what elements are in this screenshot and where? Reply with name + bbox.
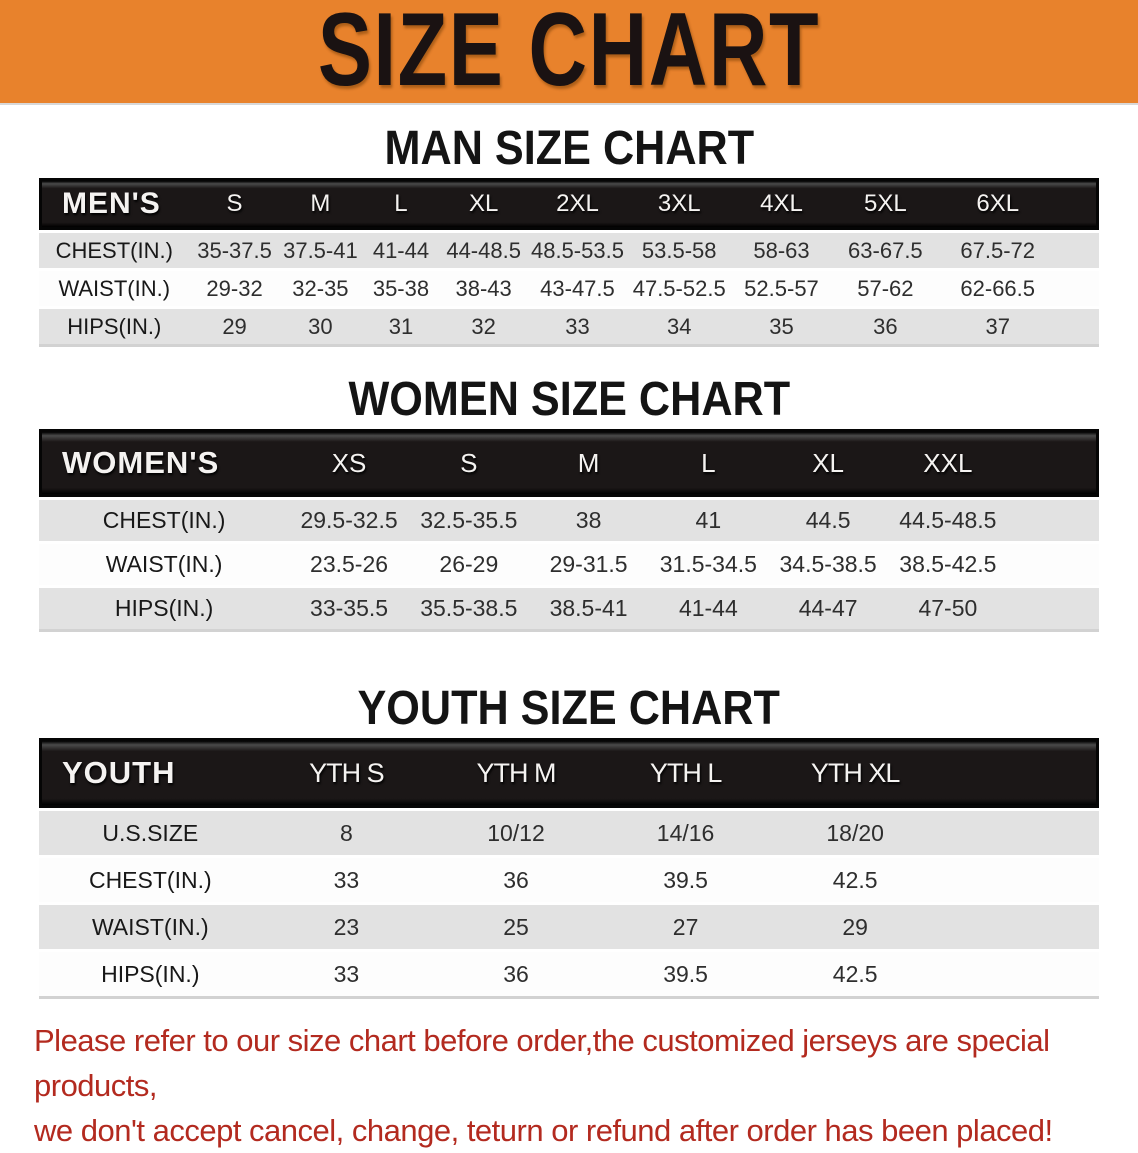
measurement-value: 35-38 <box>361 271 441 306</box>
size-column-header: S <box>409 429 529 497</box>
size-header-row <box>39 429 1099 497</box>
measurement-row-label: HIPS(IN.) <box>39 588 289 632</box>
measurement-value: 36 <box>431 858 601 902</box>
row-filler-cell <box>1008 544 1099 585</box>
size-chart-page <box>0 123 1138 1153</box>
men-size-table <box>39 175 1099 350</box>
measurement-row <box>39 271 1099 306</box>
size-column-header: YTH XL <box>770 738 940 808</box>
row-filler-cell <box>940 811 1099 855</box>
measurement-value: 35 <box>730 309 833 347</box>
women-size-section <box>0 374 1138 635</box>
measurement-value: 32-35 <box>280 271 362 306</box>
size-column-header: XS <box>289 429 409 497</box>
measurement-value: 29-31.5 <box>529 544 649 585</box>
measurement-value: 43-47.5 <box>527 271 629 306</box>
men-section-heading-text: MAN SIZE CHART <box>384 122 754 175</box>
table-group-label: MEN'S <box>39 178 190 230</box>
size-chart-banner <box>0 0 1138 108</box>
measurement-value: 39.5 <box>601 858 771 902</box>
measurement-value: 67.5-72 <box>938 233 1058 268</box>
measurement-row-label: CHEST(IN.) <box>39 500 289 541</box>
measurement-value: 44-47 <box>768 588 888 632</box>
row-filler-cell <box>1008 588 1099 632</box>
youth-section-heading-text: YOUTH SIZE CHART <box>357 682 781 735</box>
measurement-value: 53.5-58 <box>628 233 730 268</box>
measurement-value: 29.5-32.5 <box>289 500 409 541</box>
disclaimer-line-2: we don't accept cancel, change, teturn or refund after order has been placed! <box>34 1113 1053 1148</box>
header-filler-cell <box>940 738 1099 808</box>
measurement-value: 42.5 <box>770 858 940 902</box>
measurement-row-label: WAIST(IN.) <box>39 271 190 306</box>
measurement-value: 58-63 <box>730 233 833 268</box>
size-header-row <box>39 178 1099 230</box>
size-column-header: 5XL <box>833 178 938 230</box>
measurement-value: 33 <box>262 858 432 902</box>
measurement-row-label: WAIST(IN.) <box>39 544 289 585</box>
header-filler-cell <box>1058 178 1099 230</box>
measurement-value: 41-44 <box>361 233 441 268</box>
measurement-value: 31 <box>361 309 441 347</box>
size-column-header: YTH L <box>601 738 771 808</box>
measurement-value: 36 <box>833 309 938 347</box>
men-size-section <box>0 123 1138 350</box>
measurement-value: 29 <box>190 309 280 347</box>
measurement-value: 38.5-41 <box>529 588 649 632</box>
measurement-row-label: HIPS(IN.) <box>39 309 190 347</box>
women-size-table <box>39 426 1099 635</box>
size-column-header: XL <box>441 178 527 230</box>
measurement-value: 26-29 <box>409 544 529 585</box>
measurement-value: 48.5-53.5 <box>527 233 629 268</box>
measurement-value: 37 <box>938 309 1058 347</box>
measurement-row-label: U.S.SIZE <box>39 811 262 855</box>
size-header-row <box>39 738 1099 808</box>
banner-title: SIZE CHART <box>317 0 821 108</box>
measurement-value: 41 <box>648 500 768 541</box>
measurement-value: 38.5-42.5 <box>888 544 1008 585</box>
measurement-value: 33-35.5 <box>289 588 409 632</box>
measurement-value: 38 <box>529 500 649 541</box>
measurement-row <box>39 544 1099 585</box>
measurement-value: 33 <box>262 952 432 999</box>
measurement-row-label: WAIST(IN.) <box>39 905 262 949</box>
measurement-value: 44-48.5 <box>441 233 527 268</box>
measurement-value: 37.5-41 <box>280 233 362 268</box>
size-column-header: XL <box>768 429 888 497</box>
measurement-value: 31.5-34.5 <box>648 544 768 585</box>
measurement-value: 33 <box>527 309 629 347</box>
measurement-value: 57-62 <box>833 271 938 306</box>
measurement-value: 27 <box>601 905 771 949</box>
measurement-value: 52.5-57 <box>730 271 833 306</box>
order-disclaimer <box>34 1018 1138 1153</box>
measurement-value: 38-43 <box>441 271 527 306</box>
size-column-header: L <box>361 178 441 230</box>
size-column-header: YTH S <box>262 738 432 808</box>
size-column-header: 4XL <box>730 178 833 230</box>
measurement-value: 14/16 <box>601 811 771 855</box>
measurement-value: 25 <box>431 905 601 949</box>
size-column-header: 2XL <box>527 178 629 230</box>
measurement-value: 10/12 <box>431 811 601 855</box>
women-section-heading-text: WOMEN SIZE CHART <box>348 373 790 426</box>
row-filler-cell <box>1058 309 1099 347</box>
youth-size-section <box>0 683 1138 1002</box>
measurement-row <box>39 811 1099 855</box>
men-section-heading <box>0 123 1138 175</box>
row-filler-cell <box>940 952 1099 999</box>
header-filler-cell <box>1008 429 1099 497</box>
measurement-value: 29-32 <box>190 271 280 306</box>
size-column-header: XXL <box>888 429 1008 497</box>
measurement-row <box>39 858 1099 902</box>
table-group-label: WOMEN'S <box>39 429 289 497</box>
measurement-value: 23.5-26 <box>289 544 409 585</box>
measurement-row <box>39 233 1099 268</box>
measurement-value: 41-44 <box>648 588 768 632</box>
measurement-row <box>39 588 1099 632</box>
measurement-value: 35.5-38.5 <box>409 588 529 632</box>
measurement-value: 44.5-48.5 <box>888 500 1008 541</box>
measurement-value: 39.5 <box>601 952 771 999</box>
row-filler-cell <box>940 905 1099 949</box>
measurement-value: 29 <box>770 905 940 949</box>
measurement-value: 18/20 <box>770 811 940 855</box>
row-filler-cell <box>1058 233 1099 268</box>
table-group-label: YOUTH <box>39 738 262 808</box>
measurement-value: 36 <box>431 952 601 999</box>
size-column-header: 6XL <box>938 178 1058 230</box>
measurement-value: 23 <box>262 905 432 949</box>
measurement-value: 47-50 <box>888 588 1008 632</box>
disclaimer-line-1: Please refer to our size chart before order,the customized jerseys are special products, <box>34 1023 1050 1103</box>
measurement-value: 35-37.5 <box>190 233 280 268</box>
row-filler-cell <box>1008 500 1099 541</box>
row-filler-cell <box>940 858 1099 902</box>
measurement-value: 47.5-52.5 <box>628 271 730 306</box>
measurement-value: 30 <box>280 309 362 347</box>
size-column-header: S <box>190 178 280 230</box>
measurement-row <box>39 952 1099 999</box>
measurement-row-label: CHEST(IN.) <box>39 858 262 902</box>
measurement-value: 44.5 <box>768 500 888 541</box>
measurement-row <box>39 309 1099 347</box>
size-column-header: L <box>648 429 768 497</box>
measurement-row <box>39 500 1099 541</box>
youth-section-heading <box>0 683 1138 735</box>
measurement-value: 63-67.5 <box>833 233 938 268</box>
measurement-row-label: HIPS(IN.) <box>39 952 262 999</box>
measurement-value: 8 <box>262 811 432 855</box>
measurement-value: 32 <box>441 309 527 347</box>
size-column-header: 3XL <box>628 178 730 230</box>
measurement-value: 62-66.5 <box>938 271 1058 306</box>
measurement-row <box>39 905 1099 949</box>
measurement-row-label: CHEST(IN.) <box>39 233 190 268</box>
row-filler-cell <box>1058 271 1099 306</box>
measurement-value: 32.5-35.5 <box>409 500 529 541</box>
size-column-header: M <box>529 429 649 497</box>
size-column-header: YTH M <box>431 738 601 808</box>
measurement-value: 34.5-38.5 <box>768 544 888 585</box>
women-section-heading <box>0 374 1138 426</box>
youth-size-table <box>39 735 1099 1002</box>
size-column-header: M <box>280 178 362 230</box>
measurement-value: 34 <box>628 309 730 347</box>
measurement-value: 42.5 <box>770 952 940 999</box>
